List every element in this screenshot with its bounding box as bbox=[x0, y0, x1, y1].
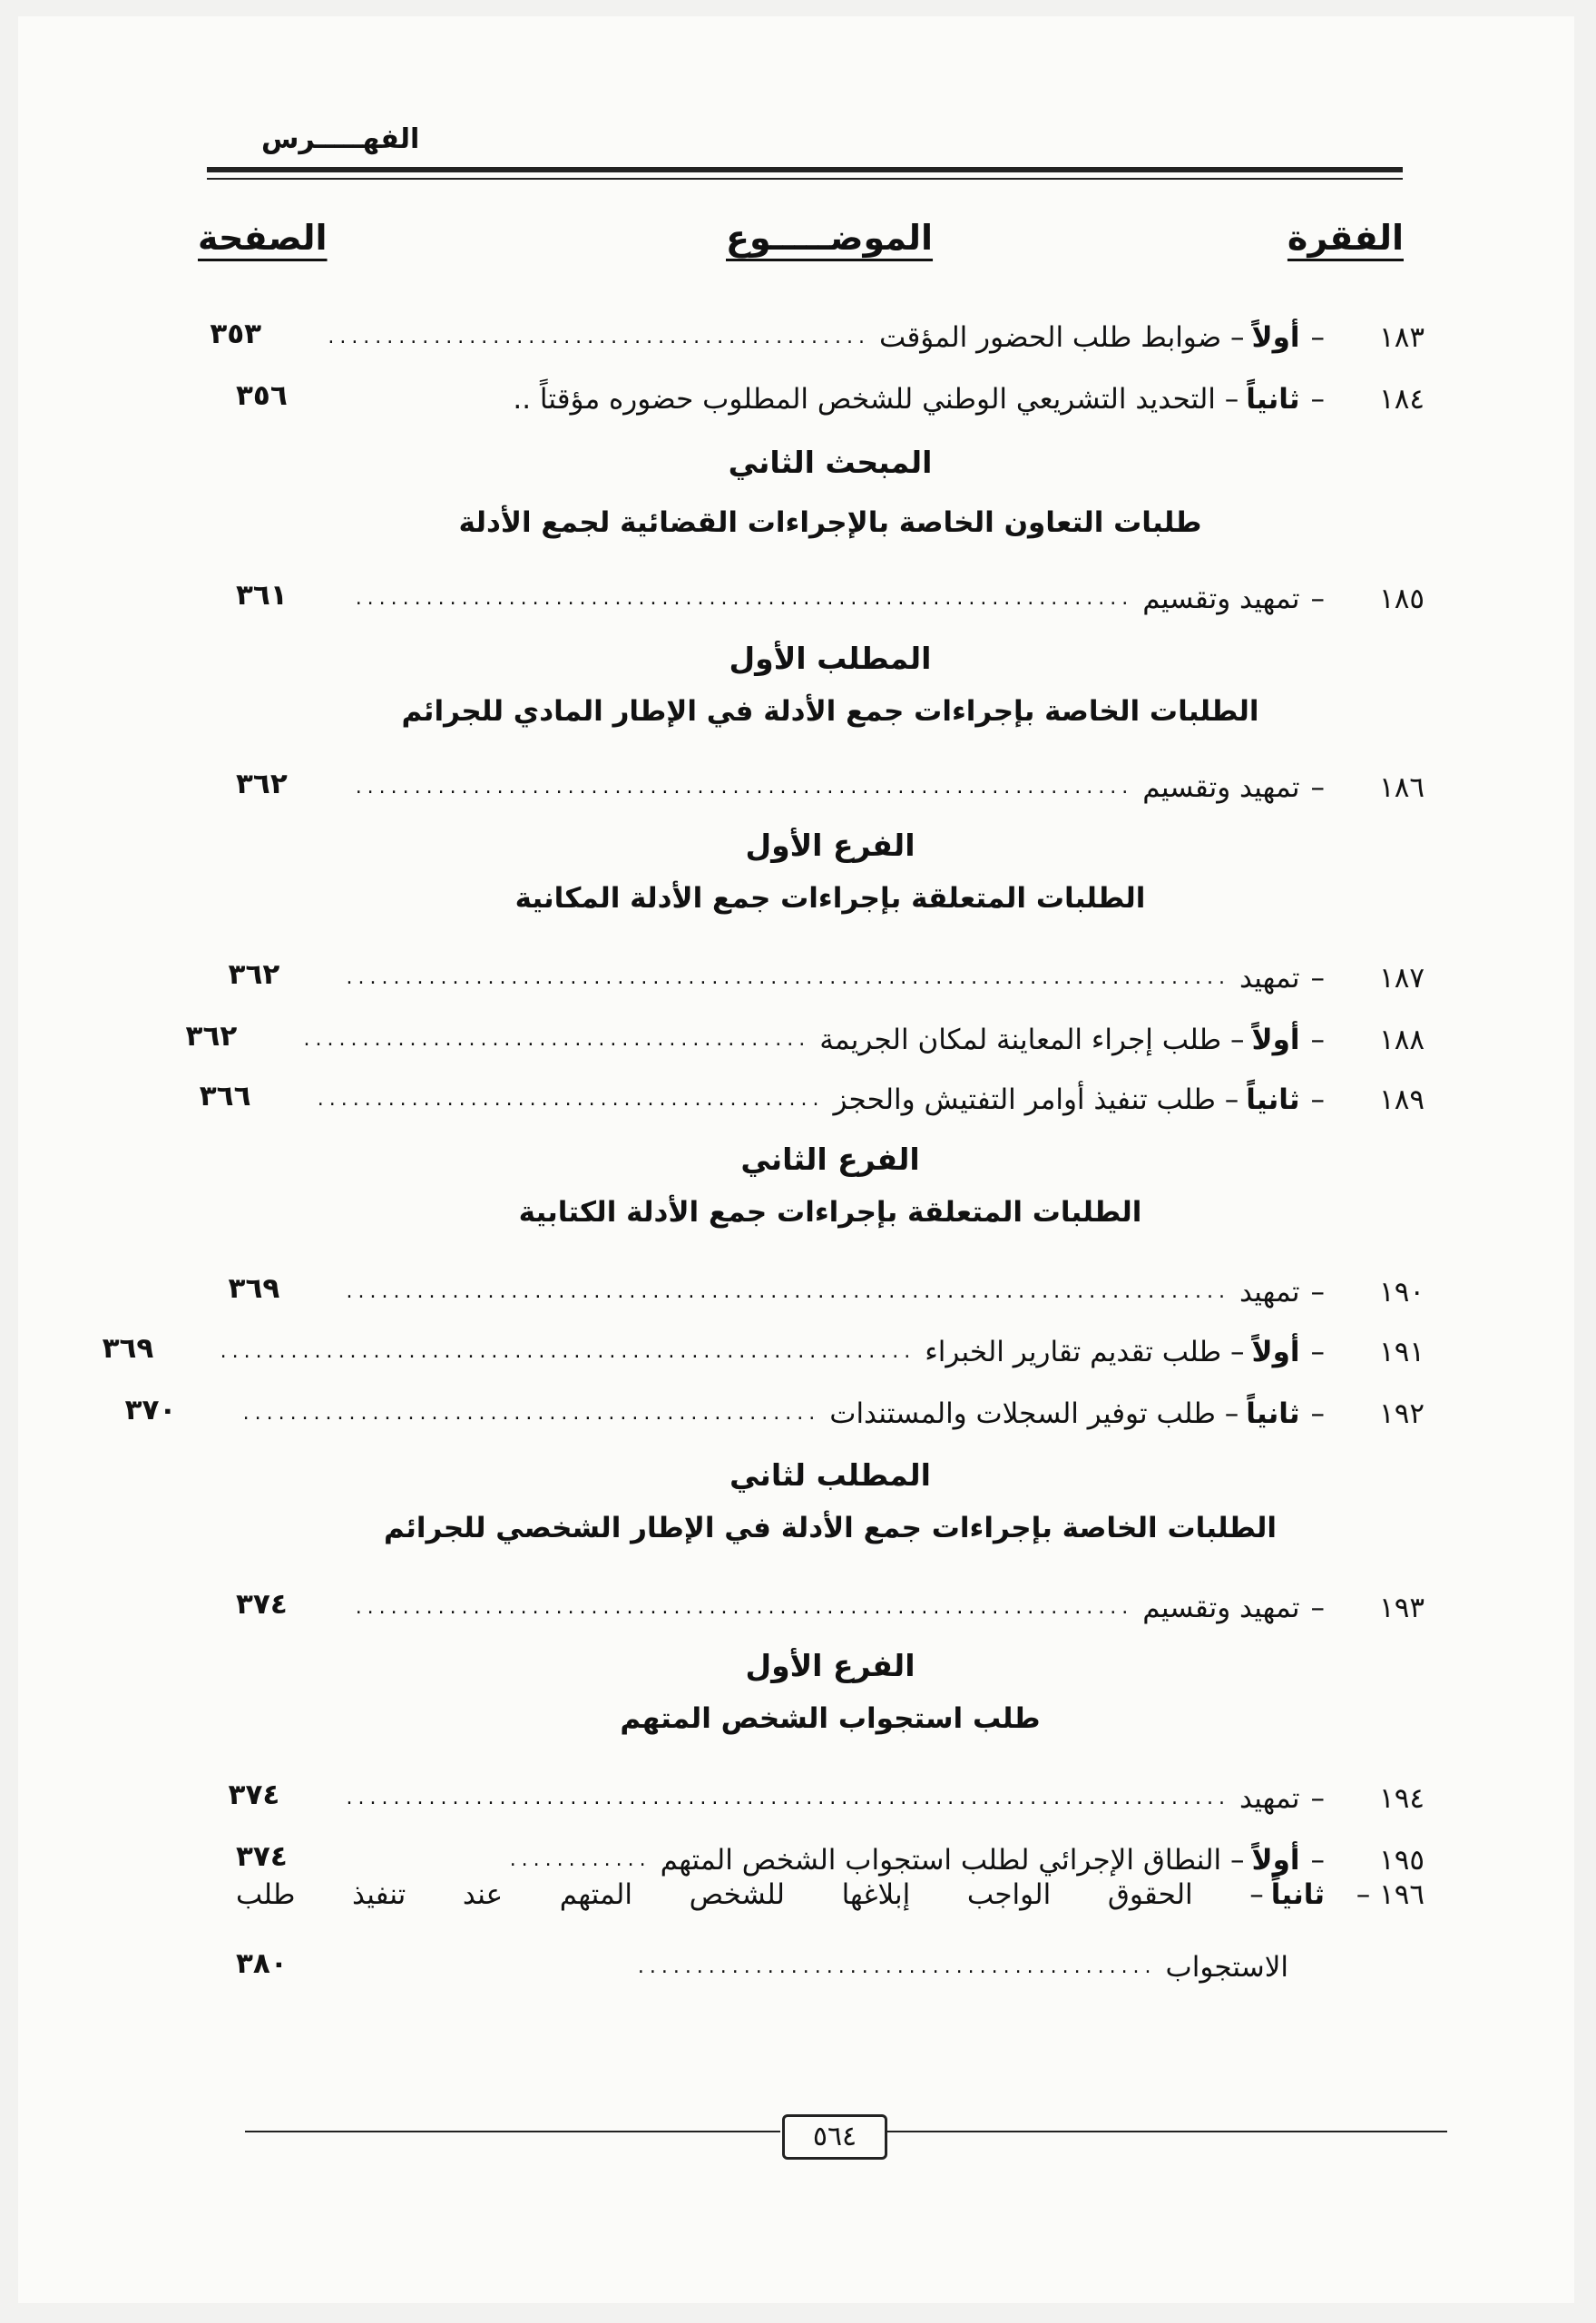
leader-dots: ........................................................................... bbox=[346, 966, 1231, 989]
footer-rule-left bbox=[245, 2131, 780, 2132]
entry-page: ٣٧٤ bbox=[236, 1588, 288, 1621]
entry-number: ١٨٥ bbox=[1379, 583, 1425, 615]
entry-text: طلب تقديم تقارير الخبراء bbox=[925, 1336, 1222, 1368]
entry-label: أولاً bbox=[1251, 1336, 1300, 1368]
entry-page: ٣٧٤ bbox=[236, 1840, 288, 1873]
entry-title: تمهيد bbox=[1239, 1782, 1300, 1815]
entry-text: طلب تنفيذ أوامر التفتيش والحجز bbox=[833, 1083, 1216, 1116]
entry-title: تمهيد وتقسيم bbox=[1142, 583, 1300, 615]
entry-label: ثانياً bbox=[1246, 1397, 1300, 1430]
leader-dots: .............................................. bbox=[328, 326, 871, 348]
entry-number: ١٨٣ bbox=[1379, 321, 1425, 354]
entry-title: تمهيد وتقسيم bbox=[1142, 1592, 1300, 1624]
entry-number: ١٩٤ bbox=[1379, 1782, 1425, 1815]
entry-label: أولاً bbox=[1251, 321, 1300, 354]
toc-entry bbox=[236, 361, 1425, 416]
entry-page: ٣٦٩ bbox=[228, 1272, 280, 1305]
entry-title: ثانياً– الحقوق الواجب إبلاغها للشخص المتهم عند تنفيذ طلب bbox=[236, 1878, 1325, 1911]
entry-dash: – bbox=[1310, 321, 1325, 354]
entry-dash: – bbox=[1310, 1782, 1325, 1815]
toc-entry bbox=[236, 561, 1425, 615]
entry-text: طلب توفير السجلات والمستندات bbox=[829, 1397, 1216, 1430]
entry-number: ١٨٧ bbox=[1379, 962, 1425, 995]
entry-title: أولاً– طلب تقديم تقارير الخبراء bbox=[925, 1336, 1300, 1368]
entry-label: أولاً bbox=[1251, 1844, 1300, 1877]
entry-page: ٣٦١ bbox=[236, 579, 288, 612]
entry-dash: – bbox=[1310, 1844, 1325, 1877]
entry-dash: – bbox=[1310, 962, 1325, 995]
requirement-title: الطلبات الخاصة بإجراءات جمع الأدلة في الإطار الشخصي للجرائم bbox=[383, 1512, 1278, 1544]
leader-dots: ........................................................................... bbox=[346, 1787, 1231, 1809]
toc-entry bbox=[236, 1570, 1425, 1624]
entry-page: ٣٦٢ bbox=[228, 958, 280, 991]
entry-number: ١٩٢ bbox=[1379, 1397, 1425, 1430]
entry-dash: – bbox=[1310, 1336, 1325, 1368]
entry-title: تمهيد bbox=[1239, 962, 1300, 995]
leader-dots: .................................................................. bbox=[355, 1596, 1134, 1619]
toc-entry bbox=[236, 1822, 1425, 1877]
entry-line-1 bbox=[236, 1878, 1425, 1911]
entry-title: أولاً– ضوابط طلب الحضور المؤقت bbox=[879, 321, 1300, 354]
toc-entry bbox=[102, 1314, 1425, 1368]
entry-title: تمهيد bbox=[1239, 1276, 1300, 1309]
entry-page: ٣٦٩ bbox=[102, 1332, 154, 1365]
entry-dash: – bbox=[1310, 1397, 1325, 1430]
entry-page: ٣٦٦ bbox=[199, 1080, 251, 1112]
branch-heading: الفرع الأول bbox=[745, 1648, 915, 1683]
entry-title: ثانياً– طلب تنفيذ أوامر التفتيش والحجز bbox=[833, 1083, 1300, 1116]
entry-dash: – bbox=[1310, 1276, 1325, 1309]
entry-page: ٣٧٠ bbox=[124, 1394, 177, 1426]
entry-number: ١٩٦ – bbox=[1356, 1878, 1425, 1911]
entry-dash: – bbox=[1310, 1024, 1325, 1056]
entry-title: ثانياً– طلب توفير السجلات والمستندات bbox=[829, 1397, 1300, 1430]
entry-title: تمهيد وتقسيم bbox=[1142, 771, 1300, 804]
leader-dots: .................................................................. bbox=[355, 776, 1134, 799]
entry-dash: – bbox=[1310, 1083, 1325, 1116]
toc-entry bbox=[185, 1002, 1425, 1056]
column-header-paragraph: الفقرة bbox=[1287, 218, 1404, 258]
running-head: الفهـــــرس bbox=[261, 123, 420, 155]
toc-entry bbox=[199, 1062, 1425, 1116]
entry-number-text: ١٩٦ bbox=[1379, 1878, 1425, 1911]
toc-entry bbox=[228, 1254, 1425, 1309]
entry-title-continued: الاستجواب bbox=[1165, 1951, 1288, 1984]
entry-page: ٣٥٣ bbox=[210, 318, 262, 350]
footer-rule-right bbox=[885, 2131, 1447, 2132]
leader-dots: ........................................... bbox=[303, 1028, 811, 1051]
section-title: طلبات التعاون الخاصة بالإجراءات القضائية لجمع الأدلة bbox=[458, 506, 1202, 539]
column-header-topic: الموضـــــوع bbox=[726, 218, 934, 258]
requirement-heading: المطلب الأول bbox=[729, 641, 932, 676]
entry-page: ٣٨٠ bbox=[236, 1947, 288, 1980]
entry-title: ثانياً– التحديد التشريعي الوطني للشخص المطلوب حضوره مؤقتاً .. bbox=[513, 383, 1300, 416]
requirement-heading: المطلب لثاني bbox=[729, 1457, 931, 1493]
branch-title: الطلبات المتعلقة بإجراءات جمع الأدلة الكتابية bbox=[518, 1196, 1142, 1229]
entry-title: أولاً– النطاق الإجرائي لطلب استجواب الشخص المتهم bbox=[660, 1844, 1300, 1877]
entry-text: الحقوق الواجب إبلاغها للشخص المتهم عند تنفيذ طلب bbox=[236, 1878, 1193, 1911]
entry-number: ١٨٤ bbox=[1379, 383, 1425, 416]
entry-number: ١٩٣ bbox=[1379, 1592, 1425, 1624]
entry-text: التحديد التشريعي الوطني للشخص المطلوب حضوره مؤقتاً .. bbox=[513, 383, 1216, 416]
entry-title: أولاً– طلب إجراء المعاينة لمكان الجريمة bbox=[819, 1024, 1300, 1056]
entry-page: ٣٦٢ bbox=[236, 768, 288, 800]
entry-number: ١٨٩ bbox=[1379, 1083, 1425, 1116]
entry-number: ١٩٠ bbox=[1379, 1276, 1425, 1309]
header-rule-thick bbox=[207, 167, 1403, 172]
entry-number: ١٨٨ bbox=[1379, 1024, 1425, 1056]
leader-dots bbox=[354, 410, 504, 416]
toc-entry-continuation bbox=[236, 1929, 1425, 1984]
section-heading: المبحث الثاني bbox=[728, 445, 933, 480]
entry-dash: – bbox=[1310, 383, 1325, 416]
entry-page: ٣٦٢ bbox=[185, 1020, 238, 1053]
toc-entry bbox=[228, 940, 1425, 995]
entry-number: ١٨٦ bbox=[1379, 771, 1425, 804]
document-page bbox=[18, 16, 1574, 2303]
entry-text: ضوابط طلب الحضور المؤقت bbox=[879, 321, 1222, 354]
toc-entry bbox=[228, 1760, 1425, 1815]
toc-entry bbox=[236, 750, 1425, 804]
leader-dots: ............ bbox=[509, 1848, 651, 1871]
entry-dash: – bbox=[1310, 1592, 1325, 1624]
leader-dots: ........................................... bbox=[317, 1088, 825, 1111]
leader-dots: .................................................................. bbox=[355, 587, 1134, 610]
requirement-title: الطلبات الخاصة بإجراءات جمع الأدلة في الإطار المادي للجرائم bbox=[401, 695, 1259, 728]
entry-dash: – bbox=[1310, 771, 1325, 804]
entry-text: النطاق الإجرائي لطلب استجواب الشخص المتهم bbox=[660, 1844, 1222, 1877]
branch-title: طلب استجواب الشخص المتهم bbox=[620, 1702, 1041, 1735]
toc-entry bbox=[210, 299, 1425, 354]
entry-page: ٣٥٦ bbox=[236, 379, 288, 412]
branch-heading: الفرع الأول bbox=[745, 828, 915, 863]
entry-label: ثانياً bbox=[1246, 383, 1300, 416]
entry-text: طلب إجراء المعاينة لمكان الجريمة bbox=[819, 1024, 1222, 1056]
branch-title: الطلبات المتعلقة بإجراءات جمع الأدلة المكانية bbox=[514, 882, 1146, 915]
leader-dots: ............................................ bbox=[637, 1955, 1157, 1978]
toc-entry-multiline bbox=[236, 1878, 1425, 1911]
entry-label: أولاً bbox=[1251, 1024, 1300, 1056]
toc-entry bbox=[124, 1376, 1425, 1430]
header-rule-thin bbox=[207, 178, 1403, 180]
leader-dots: ........................................................................... bbox=[346, 1280, 1231, 1303]
entry-number: ١٩٥ bbox=[1379, 1844, 1425, 1877]
entry-number: ١٩١ bbox=[1379, 1336, 1425, 1368]
entry-dash: – bbox=[1310, 583, 1325, 615]
entry-label: ثانياً bbox=[1270, 1878, 1325, 1911]
entry-label: ثانياً bbox=[1246, 1083, 1300, 1116]
column-header-page: الصفحة bbox=[198, 218, 328, 258]
leader-dots: ................................................. bbox=[242, 1402, 821, 1425]
leader-dots: ........................................................... bbox=[220, 1340, 916, 1363]
branch-heading: الفرع الثاني bbox=[740, 1142, 920, 1177]
entry-page: ٣٧٤ bbox=[228, 1779, 280, 1811]
page-number: ٥٦٤ bbox=[782, 2114, 887, 2160]
